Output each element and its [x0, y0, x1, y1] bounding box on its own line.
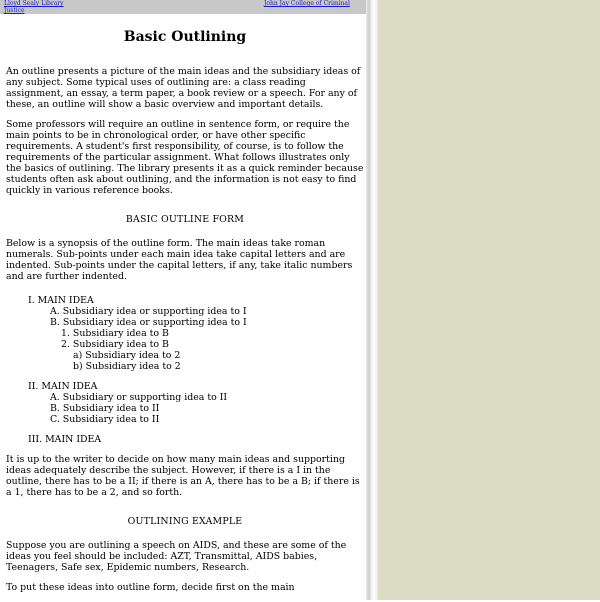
- outline-gap: [6, 372, 364, 381]
- outline-line: B. Subsidiary idea to II: [50, 403, 160, 414]
- intro-paragraph-1: An outline presents a picture of the main ideas and the subsidiary ideas of any subject. Some typical uses of outlining are: a class reading assignment, an essay, a term paper, a book review or a speech. For any of these, an outline will show a basic overview and important details.: [6, 66, 361, 110]
- outline-list: [6, 295, 364, 445]
- outline-gap: [6, 425, 364, 434]
- example-cut-paragraph: To put these ideas into outline form, decide first on the main: [6, 582, 295, 593]
- intro-paragraph-2: Some professors will require an outline in sentence form, or require the main points to be in chronological order, or have other specific requirements. A student's first responsibility, of course, is to follow the requirements of the particular assignment. What follows illustrates only the basics of outlining. The library presents it as a quick reminder because students often ask about outlining, and the information is not easy to find quickly in various reference books.: [6, 119, 364, 196]
- outline-line: A. Subsidiary or supporting idea to II: [50, 392, 228, 403]
- header-right: [264, 0, 364, 7]
- closing-paragraph: It is up to the writer to decide on how many main ideas and supporting ideas adequately describe the subject. However, if there is a I in the outline, there has to be a II; if there is an A, there has to be a B; if there is a 1, there has to be a 2, and so forth.: [6, 454, 360, 498]
- outline-line: B. Subsidiary idea or supporting idea to I: [50, 317, 247, 328]
- college-link[interactable]: John Jay College of Criminal: [264, 0, 350, 7]
- basic-form-paragraph: Below is a synopsis of the outline form. The main ideas take roman numerals. Sub-points under each main idea take capital letters and are indented. Sub-points under the capital letters, if any, take italic numbers and are further indented.: [6, 238, 353, 282]
- outline-line: a) Subsidiary idea to 2: [73, 350, 181, 361]
- outline-line: 1. Subsidiary idea to B: [61, 328, 169, 339]
- example-paragraph: Suppose you are outlining a speech on AIDS, and these are some of the ideas you feel should be included: AZT, Transmittal, AIDS babies, Teenagers, Safe sex, Epidemic numbers, Research.: [6, 540, 347, 573]
- frame-divider[interactable]: [366, 0, 378, 600]
- header-bar: [0, 0, 366, 14]
- basic-form-heading: BASIC OUTLINE FORM: [125, 214, 245, 225]
- outline-line: I. MAIN IDEA: [28, 295, 94, 306]
- library-link[interactable]: Lloyd Sealy Library: [4, 0, 64, 7]
- outline-line: III. MAIN IDEA: [28, 434, 102, 445]
- outline-line: 2. Subsidiary idea to B: [61, 339, 169, 350]
- outline-line: C. Subsidiary idea to II: [50, 414, 160, 425]
- justice-link[interactable]: Justice: [4, 7, 25, 14]
- right-frame: [378, 0, 600, 600]
- page-title: Basic Outlining: [123, 29, 247, 45]
- outline-line: A. Subsidiary idea or supporting idea to I: [50, 306, 247, 317]
- outline-line: II. MAIN IDEA: [28, 381, 98, 392]
- outline-line: b) Subsidiary idea to 2: [73, 361, 181, 372]
- header-left: [4, 0, 94, 14]
- example-heading: OUTLINING EXAMPLE: [127, 516, 243, 527]
- main-content: [6, 26, 364, 602]
